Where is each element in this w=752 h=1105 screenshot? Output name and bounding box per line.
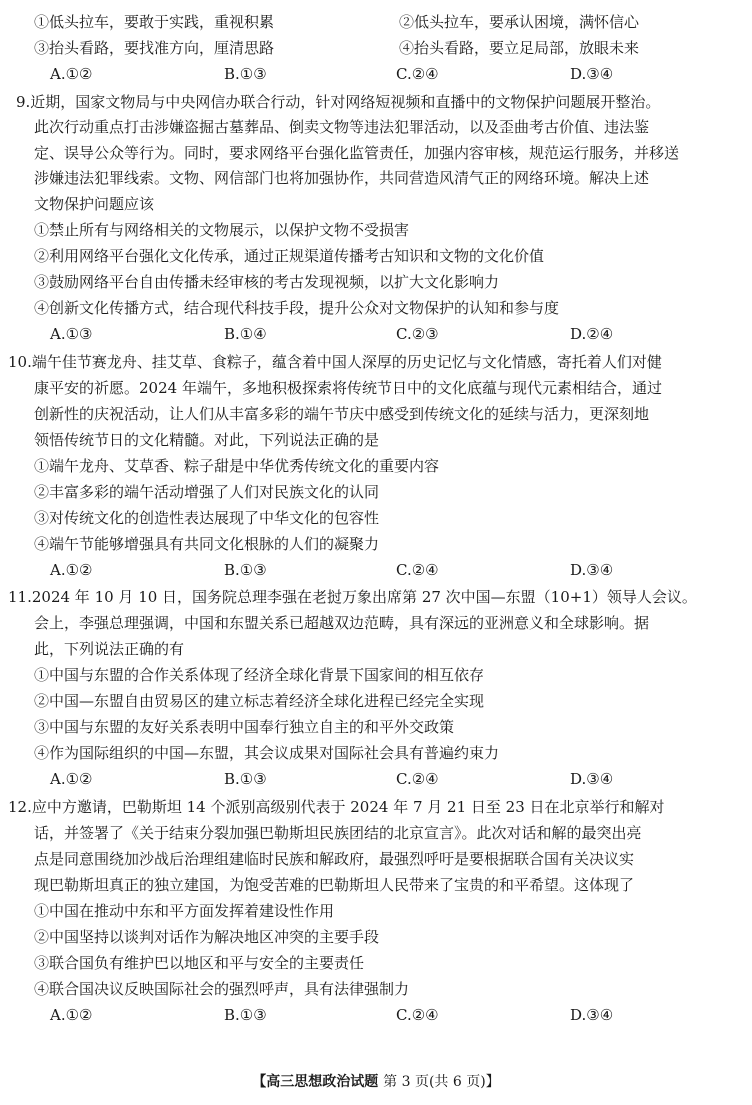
q8-option-c: C.②④ bbox=[396, 65, 439, 83]
q9-stem-line: 定、误导公众等行为。同时，要求网络平台强化监管责任，加强内容审核，规范运行服务，并移送 bbox=[34, 144, 680, 162]
q9-stem-line: 9.近期，国家文物局与中央网信办联合行动，针对网络短视频和直播中的文物保护问题展开整治。 bbox=[16, 93, 661, 111]
q8-option-b: B.①③ bbox=[224, 65, 267, 83]
q10-stem-line: 10.端午佳节赛龙舟、挂艾草、食粽子，蕴含着中国人深厚的历史记忆与文化情感，寄托着人们对健 bbox=[8, 353, 662, 371]
q8-statement-4: ④抬头看路，要立足局部，放眼未来 bbox=[399, 39, 640, 57]
q12-option-a: A.①② bbox=[50, 1006, 93, 1024]
q12-option-d: D.③④ bbox=[570, 1006, 614, 1024]
q11-option-d: D.③④ bbox=[570, 770, 614, 788]
q10-statement: ②丰富多彩的端午活动增强了人们对民族文化的认同 bbox=[34, 483, 380, 501]
q9-stem-line: 文物保护问题应该 bbox=[34, 195, 155, 213]
q11-statement: ①中国与东盟的合作关系体现了经济全球化背景下国家间的相互依存 bbox=[34, 666, 485, 684]
q11-stem-line: 会上，李强总理强调，中国和东盟关系已超越双边范畴，具有深远的亚洲意义和全球影响。据 bbox=[34, 614, 650, 632]
q12-statement: ③联合国负有维护巴以地区和平与安全的主要责任 bbox=[34, 954, 365, 972]
q8-option-d: D.③④ bbox=[570, 65, 614, 83]
q11-option-c: C.②④ bbox=[396, 770, 439, 788]
q10-stem-line: 康平安的祈愿。2024 年端午，多地积极探索将传统节日中的文化底蕴与现代元素相结合，通过 bbox=[34, 379, 662, 397]
q8-statement-1: ①低头拉车，要敢于实践，重视积累 bbox=[34, 13, 275, 31]
q12-option-b: B.①③ bbox=[224, 1006, 267, 1024]
q9-option-b: B.①④ bbox=[224, 325, 267, 343]
q9-option-a: A.①③ bbox=[50, 325, 93, 343]
q11-option-b: B.①③ bbox=[224, 770, 267, 788]
q9-option-d: D.②④ bbox=[570, 325, 614, 343]
q10-option-d: D.③④ bbox=[570, 561, 614, 579]
q9-statement: ②利用网络平台强化文化传承，通过正规渠道传播考古知识和文物的文化价值 bbox=[34, 247, 545, 265]
q12-stem-line: 点是同意围绕加沙战后治理组建临时民族和解政府，最强烈呼吁是要根据联合国有关决议实 bbox=[34, 850, 635, 868]
q10-statement: ③对传统文化的创造性表达展现了中华文化的包容性 bbox=[34, 509, 380, 527]
q11-option-a: A.①② bbox=[50, 770, 93, 788]
q12-statement: ④联合国决议反映国际社会的强烈呼声，具有法律强制力 bbox=[34, 980, 410, 998]
q10-statement: ④端午节能够增强具有共同文化根脉的人们的凝聚力 bbox=[34, 535, 380, 553]
page-footer bbox=[0, 1072, 752, 1092]
q9-option-c: C.②③ bbox=[396, 325, 439, 343]
footer-title: 【高三思想政治试题 bbox=[252, 1074, 379, 1090]
q10-stem-line: 创新性的庆祝活动，让人们从丰富多彩的端午节庆中感受到传统文化的延续与活力，更深刻地 bbox=[34, 405, 650, 423]
q11-statement: ④作为国际组织的中国—东盟，其会议成果对国际社会具有普遍约束力 bbox=[34, 744, 500, 762]
q11-stem-line: 此，下列说法正确的有 bbox=[34, 640, 185, 658]
q11-statement: ②中国—东盟自由贸易区的建立标志着经济全球化进程已经完全实现 bbox=[34, 692, 485, 710]
q10-option-c: C.②④ bbox=[396, 561, 439, 579]
q12-stem-line: 现巴勒斯坦真正的独立建国，为饱受苦难的巴勒斯坦人民带来了宝贵的和平希望。这体现了 bbox=[34, 876, 635, 894]
q9-stem-line: 涉嫌违法犯罪线索。文物、网信部门也将加强协作，共同营造风清气正的网络环境。解决上述 bbox=[34, 169, 650, 187]
q11-statement: ③中国与东盟的友好关系表明中国奉行独立自主的和平外交政策 bbox=[34, 718, 455, 736]
q10-statement: ①端午龙舟、艾草香、粽子甜是中华优秀传统文化的重要内容 bbox=[34, 457, 440, 475]
q12-option-c: C.②④ bbox=[396, 1006, 439, 1024]
q8-option-a: A.①② bbox=[50, 65, 93, 83]
q10-stem-line: 领悟传统节日的文化精髓。对此，下列说法正确的是 bbox=[34, 431, 380, 449]
q10-option-b: B.①③ bbox=[224, 561, 267, 579]
q12-stem-line: 12.应中方邀请，巴勒斯坦 14 个派别高级别代表于 2024 年 7 月 21 日至 23 日在北京举行和解对 bbox=[8, 798, 665, 816]
q9-stem-line: 此次行动重点打击涉嫌盗掘古墓葬品、倒卖文物等违法犯罪活动，以及歪曲考古价值、违法鉴 bbox=[34, 118, 650, 136]
q9-statement: ④创新文化传播方式，结合现代科技手段，提升公众对文物保护的认知和参与度 bbox=[34, 299, 560, 317]
footer-page-number: 第 3 页(共 6 页)】 bbox=[383, 1074, 500, 1090]
q11-stem-line: 11.2024 年 10 月 10 日，国务院总理李强在老挝万象出席第 27 次中国—东盟（10+1）领导人会议。 bbox=[8, 588, 697, 606]
q12-stem-line: 话，并签署了《关于结束分裂加强巴勒斯坦民族团结的北京宣言》。此次对话和解的最突出亮 bbox=[34, 824, 642, 842]
q12-statement: ①中国在推动中东和平方面发挥着建设性作用 bbox=[34, 902, 335, 920]
q9-statement: ①禁止所有与网络相关的文物展示，以保护文物不受损害 bbox=[34, 221, 410, 239]
q8-statement-2: ②低头拉车，要承认困境，满怀信心 bbox=[399, 13, 640, 31]
q8-statement-3: ③抬头看路，要找准方向，厘清思路 bbox=[34, 39, 275, 57]
q10-option-a: A.①② bbox=[50, 561, 93, 579]
q12-statement: ②中国坚持以谈判对话作为解决地区冲突的主要手段 bbox=[34, 928, 380, 946]
q9-statement: ③鼓励网络平台自由传播未经审核的考古发现视频，以扩大文化影响力 bbox=[34, 273, 500, 291]
